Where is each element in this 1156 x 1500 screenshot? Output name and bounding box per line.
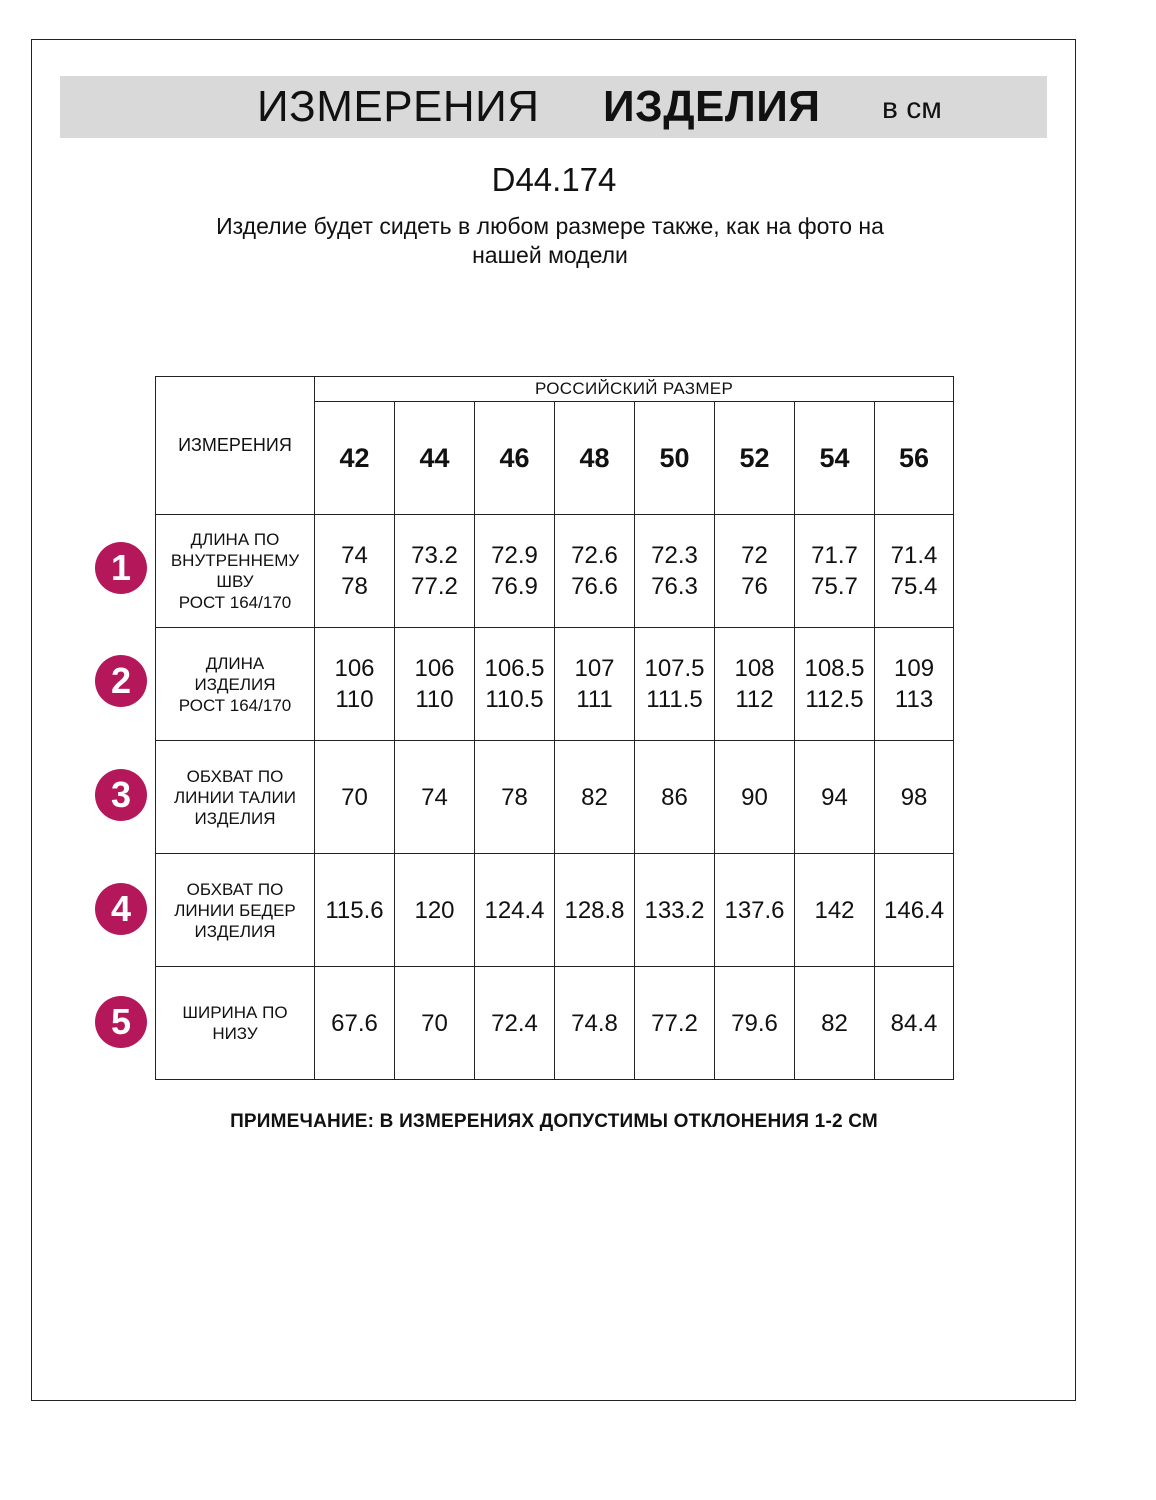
- value-text: 106: [334, 655, 375, 682]
- row-number-badge: 3: [95, 769, 147, 821]
- value-cell: [315, 515, 395, 628]
- value-cell: [715, 967, 795, 1080]
- value-text: 74: [341, 542, 368, 569]
- value-text: 111: [576, 686, 613, 713]
- title-product: ИЗДЕЛИЯ: [603, 82, 821, 131]
- value-text: 71.4: [890, 542, 938, 569]
- value-text: 78: [501, 783, 528, 811]
- measurement-row: [156, 741, 954, 854]
- value-cell: [475, 741, 555, 854]
- value-text: 71.7: [811, 542, 858, 569]
- value-text: 73.2: [411, 542, 458, 569]
- value-cell: [555, 628, 635, 741]
- value-cell: [875, 854, 954, 967]
- row-number-badge: 4: [95, 883, 147, 935]
- value-text: 106.5: [484, 655, 545, 682]
- value-text: 106: [414, 655, 455, 682]
- value-text: 94: [821, 783, 848, 811]
- value-text: 76.9: [491, 573, 538, 600]
- value-cell: [395, 628, 475, 741]
- value-text: 110: [415, 686, 454, 713]
- value-cell: [315, 854, 395, 967]
- value-text: 90: [741, 783, 768, 811]
- measurement-label-line: ШВУ: [216, 572, 254, 591]
- size-header-42: 42: [315, 402, 395, 515]
- value-text: 109: [894, 655, 935, 682]
- row-number-badge: 1: [95, 542, 147, 594]
- value-text: 77.2: [411, 573, 458, 600]
- size-header-52: 52: [715, 402, 795, 515]
- measurement-label-line: ОБХВАТ ПО: [186, 879, 284, 899]
- measurement-label-line: ЛИНИИ ТАЛИИ: [174, 787, 296, 807]
- value-cell: [875, 515, 954, 628]
- value-text: 82: [581, 783, 608, 811]
- value-text: 77.2: [651, 1009, 698, 1037]
- value-cell: [555, 741, 635, 854]
- value-cell: [395, 967, 475, 1080]
- size-header-46: 46: [475, 402, 555, 515]
- size-header-44: 44: [395, 402, 475, 515]
- size-header-54: 54: [795, 402, 875, 515]
- measurement-label-line: ЛИНИИ БЕДЕР: [174, 900, 296, 920]
- measurement-label: [156, 854, 315, 967]
- value-text: 72.6: [571, 542, 618, 569]
- value-text: 107: [574, 655, 615, 682]
- size-group-header: РОССИЙСКИЙ РАЗМЕР: [315, 377, 954, 402]
- measurement-row: [156, 628, 954, 741]
- measurement-label-line: РОСТ 164/170: [178, 593, 292, 612]
- measurement-label-line: РОСТ 164/170: [178, 695, 292, 715]
- measurement-label-line: НИЗУ: [212, 1024, 258, 1043]
- value-cell: [315, 628, 395, 741]
- measurement-label-line: ИЗДЕЛИЯ: [194, 674, 276, 694]
- value-cell: [395, 854, 475, 967]
- value-cell: [635, 854, 715, 967]
- row-number-badge: 2: [95, 655, 147, 707]
- value-text: 110.5: [485, 686, 544, 713]
- value-cell: [875, 628, 954, 741]
- value-text: 76: [741, 573, 768, 600]
- measurement-row: [156, 967, 954, 1080]
- value-text: 86: [661, 783, 688, 811]
- value-text: 76.6: [571, 573, 618, 600]
- value-cell: [395, 515, 475, 628]
- value-text: 108.5: [804, 655, 865, 682]
- value-text: 124.4: [484, 896, 545, 924]
- size-header-48: 48: [555, 402, 635, 515]
- measurement-label: [156, 628, 315, 741]
- value-text: 72: [741, 542, 768, 569]
- title-measurements: ИЗМЕРЕНИЯ: [257, 82, 540, 131]
- value-text: 84.4: [890, 1009, 938, 1037]
- value-text: 120: [414, 896, 455, 924]
- product-code: D44.174: [491, 161, 617, 198]
- value-cell: [795, 628, 875, 741]
- measurement-label-line: ОБХВАТ ПО: [186, 766, 284, 786]
- value-text: 75.7: [811, 573, 858, 600]
- measurement-label-line: ВНУТРЕННЕМУ: [170, 551, 300, 570]
- value-text: 79.6: [731, 1009, 778, 1037]
- measurement-label-line: ИЗДЕЛИЯ: [194, 808, 276, 828]
- value-cell: [475, 854, 555, 967]
- measurement-row: [156, 854, 954, 967]
- value-text: 137.6: [724, 896, 785, 924]
- value-cell: [795, 741, 875, 854]
- value-cell: [635, 741, 715, 854]
- value-text: 112.5: [805, 686, 864, 713]
- value-cell: [635, 967, 715, 1080]
- value-text: 110: [335, 686, 374, 713]
- value-text: 111.5: [646, 686, 703, 713]
- size-header-56: 56: [875, 402, 954, 515]
- measurement-label: [156, 967, 315, 1080]
- value-text: 112: [735, 686, 774, 713]
- fit-note: [180, 212, 920, 270]
- value-text: 146.4: [884, 896, 945, 924]
- value-cell: [315, 967, 395, 1080]
- value-text: 113: [894, 686, 934, 713]
- value-cell: [475, 628, 555, 741]
- measurement-row: [156, 515, 954, 628]
- value-text: 98: [900, 783, 928, 811]
- tolerance-note: ПРИМЕЧАНИЕ: В ИЗМЕРЕНИЯХ ДОПУСТИМЫ ОТКЛОНЕНИЯ 1-2 СМ: [230, 1111, 878, 1132]
- value-text: 74: [421, 783, 448, 811]
- value-text: 67.6: [331, 1009, 378, 1037]
- value-text: 72.9: [491, 542, 538, 569]
- value-cell: [475, 967, 555, 1080]
- value-cell: [475, 515, 555, 628]
- value-cell: [875, 741, 954, 854]
- value-text: 75.4: [890, 573, 938, 600]
- value-text: 76.3: [651, 573, 698, 600]
- measurement-label: [156, 515, 315, 628]
- value-text: 82: [821, 1009, 848, 1037]
- measurement-label-line: ШИРИНА ПО: [182, 1003, 288, 1022]
- value-cell: [715, 515, 795, 628]
- row-number-badge: 5: [95, 996, 147, 1048]
- value-cell: [875, 967, 954, 1080]
- value-cell: [395, 741, 475, 854]
- value-text: 133.2: [644, 896, 705, 924]
- value-cell: [555, 967, 635, 1080]
- measurement-label-line: ИЗДЕЛИЯ: [194, 921, 276, 941]
- value-cell: [555, 854, 635, 967]
- title-unit: в см: [882, 92, 942, 125]
- value-text: 108: [734, 655, 775, 682]
- value-text: 107.5: [644, 655, 705, 682]
- value-text: 72.3: [651, 542, 698, 569]
- fit-note-line-1: Изделие будет сидеть в любом размере также, как на фото на: [216, 213, 884, 239]
- value-text: 142: [814, 896, 855, 924]
- value-cell: [715, 628, 795, 741]
- value-text: 70: [341, 783, 368, 811]
- value-cell: [795, 967, 875, 1080]
- measurement-label-line: ДЛИНА: [205, 653, 265, 673]
- value-cell: [715, 854, 795, 967]
- header-row-group: [156, 377, 954, 402]
- value-cell: [635, 628, 715, 741]
- value-cell: [795, 515, 875, 628]
- measurement-label: [156, 741, 315, 854]
- value-text: 72.4: [491, 1009, 538, 1037]
- size-table: [155, 376, 954, 1080]
- measure-header: ИЗМЕРЕНИЯ: [156, 377, 315, 515]
- value-text: 128.8: [564, 896, 625, 924]
- value-text: 78: [341, 573, 368, 600]
- fit-note-line-2: нашей модели: [472, 242, 628, 268]
- value-cell: [635, 515, 715, 628]
- measurement-label-line: ДЛИНА ПО: [190, 530, 280, 549]
- value-text: 74.8: [571, 1009, 618, 1037]
- value-cell: [795, 854, 875, 967]
- size-header-50: 50: [635, 402, 715, 515]
- value-cell: [555, 515, 635, 628]
- value-cell: [315, 741, 395, 854]
- value-cell: [715, 741, 795, 854]
- value-text: 115.6: [325, 896, 384, 924]
- value-text: 70: [421, 1009, 448, 1037]
